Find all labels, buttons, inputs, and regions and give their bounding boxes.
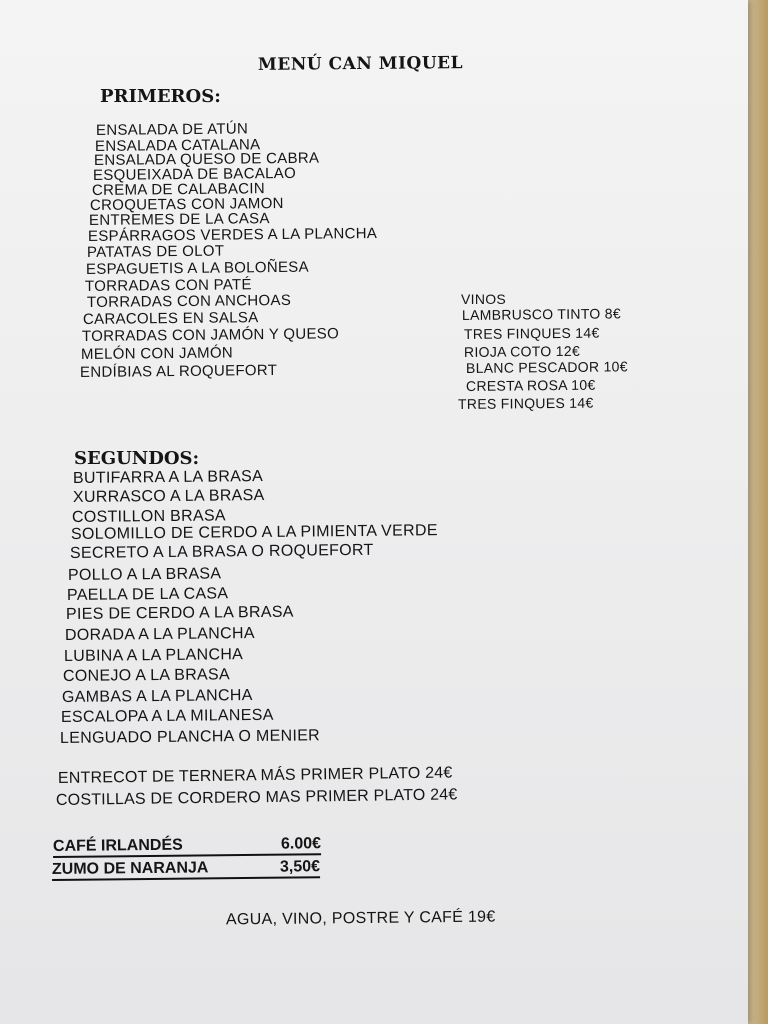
segundos-item: SOLOMILLO DE CERDO A LA PIMIENTA VERDE [70,522,438,543]
primeros-item: ESPÁRRAGOS VERDES A LA PLANCHA [87,224,378,245]
primeros-item: CREMA DE CALABACIN [91,180,266,199]
segundos-item: LENGUADO PLANCHA O MENIER [59,727,321,747]
vino-item: TRES FINQUES 14€ [463,324,600,342]
primeros-item: TORRADAS CON ANCHOAS [86,291,292,311]
vino-item: TRES FINQUES 14€ [457,394,594,412]
primeros-item: ENSALADA CATALANA [94,136,261,155]
drink-price: 6.00€ [280,835,322,853]
vino-item: CRESTA ROSA 10€ [465,376,596,394]
segundos-item: PAELLA DE LA CASA [66,585,229,604]
drink-row [52,858,320,881]
vino-item: BLANC PESCADOR 10€ [465,358,628,376]
vino-item: LAMBRUSCO TINTO 8€ [461,305,621,323]
primeros-item: ESPAGUETIS A LA BOLOÑESA [85,258,309,278]
primeros-item: ENSALADA QUESO DE CABRA [93,149,320,169]
segundos-item: PIES DE CERDO A LA BRASA [65,603,294,623]
segundos-item: DORADA A LA PLANCHA [64,625,255,644]
segundos-item: LUBINA A LA PLANCHA [63,646,244,665]
primeros-item: CARACOLES EN SALSA [82,309,259,328]
combo-offer: COSTILLAS DE CORDERO MAS PRIMER PLATO 24€ [55,786,458,809]
drink-name: ZUMO DE NARANJA [51,859,209,878]
primeros-item: ENTREMES DE LA CASA [88,210,270,229]
segundos-item: XURRASCO A LA BRASA [72,486,265,506]
segundos-item: SECRETO A LA BRASA O ROQUEFORT [69,541,374,562]
drink-name: CAFÉ IRLANDÉS [52,836,183,855]
segundos-item: POLLO A LA BRASA [67,565,222,584]
segundos-item: BUTIFARRA A LA BRASA [72,468,264,487]
segundos-item: ESCALOPA A LA MILANESA [60,706,274,726]
primeros-item: TORRADAS CON JAMÓN Y QUESO [81,325,340,345]
segundos-heading: SEGUNDOS: [74,448,200,469]
primeros-item: ESQUEIXADA DE BACALAO [92,164,297,184]
primeros-item: ENDÍBIAS AL ROQUEFORT [79,361,278,381]
primeros-item: CROQUETAS CON JAMON [89,194,284,214]
drink-row [53,835,321,858]
primeros-item: ENSALADA DE ATÚN [95,120,249,139]
combo-offer: ENTRECOT DE TERNERA MÁS PRIMER PLATO 24€ [57,764,453,787]
set-menu-note: AGUA, VINO, POSTRE Y CAFÉ 19€ [225,908,496,929]
vino-item: RIOJA COTO 12€ [463,342,581,360]
menu-title: MENÚ CAN MIQUEL [257,53,464,75]
primeros-item: MELÓN CON JAMÓN [80,344,234,363]
segundos-item: CONEJO A LA BRASA [62,666,231,685]
primeros-item: TORRADAS CON PATÉ [84,276,252,295]
segundos-item: GAMBAS A LA PLANCHA [61,687,253,706]
vinos-heading: VINOS [461,291,507,307]
drink-price: 3,50€ [279,858,321,876]
primeros-item: PATATAS DE OLOT [86,242,225,261]
primeros-heading: PRIMEROS: [100,86,221,107]
segundos-item: COSTILLON BRASA [71,507,226,526]
